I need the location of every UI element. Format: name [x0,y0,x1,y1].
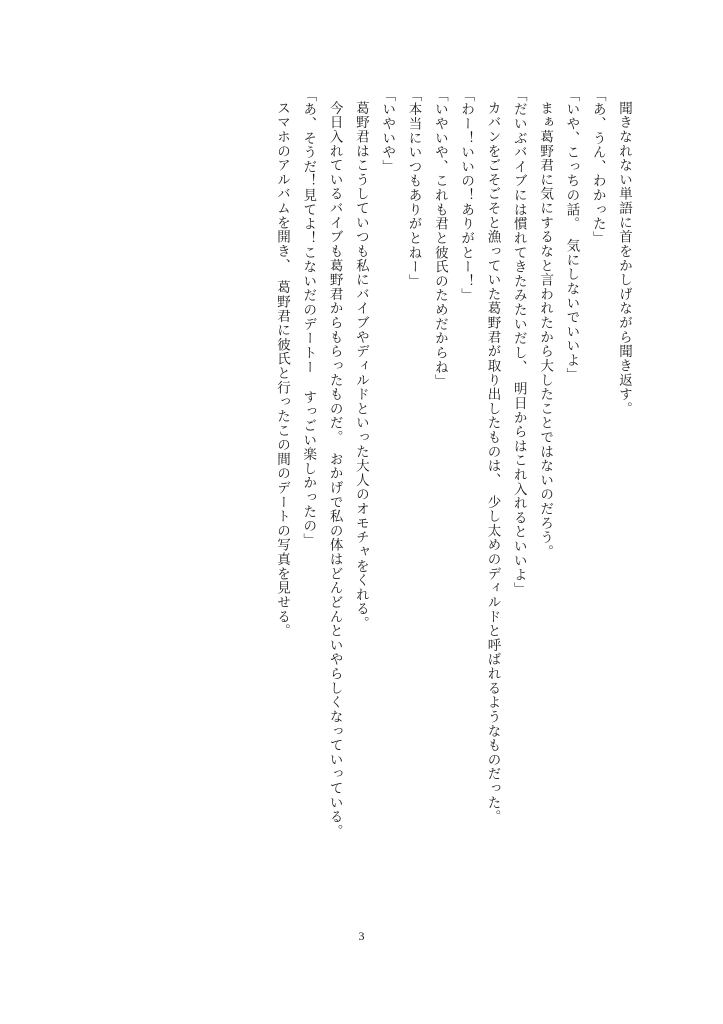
paragraph: 葛野君はこうしていつも私にバイブやディルドといった大人のオモチャをくれる。 [353,101,369,631]
paragraph: スマホのアルバムを開き、 葛野君に彼氏と行ったこの間のデートの写真を見せる。 [274,101,290,639]
paragraph: 「いやいや、これも君と彼氏のためだからね」 [432,88,448,389]
paragraph: 「あ、うん、わかった」 [590,88,606,246]
paragraph: カバンをごそごそと漁っていた葛野君が取り出したものは、 少し太めのディルドと呼ばれるようなものだった。 [485,101,501,825]
page-number: 3 [358,929,365,943]
paragraph: 「本当にいつもありがとねー」 [406,88,422,289]
paragraph: 聞きなれない単語に首をかしげながら聞き返す。 [617,101,632,416]
vertical-text-body [269,88,637,878]
paragraph: 「あ、そうだ！見てよ！こないだのデートー すっごい楽しかったの」 [301,88,317,548]
paragraph: まぁ葛野君に気にするなと言われたから大したことではないのだろう。 [538,101,554,559]
paragraph: 「だいぶバイブには慣れてきたみたいだし、 明日からはこれ入れるといいよ」 [511,88,527,597]
paragraph: 「いや、こっちの話。 気にしないでいいよ」 [564,88,580,382]
paragraph: 「いやいや」 [380,88,396,174]
paragraph: 「わー！いいの！ありがとー！」 [459,88,475,303]
paragraph: 今日入れているバイブも葛野君からもらったものだ。 おかげで私の体はどんどんといやらしくなっていっている。 [327,101,343,839]
